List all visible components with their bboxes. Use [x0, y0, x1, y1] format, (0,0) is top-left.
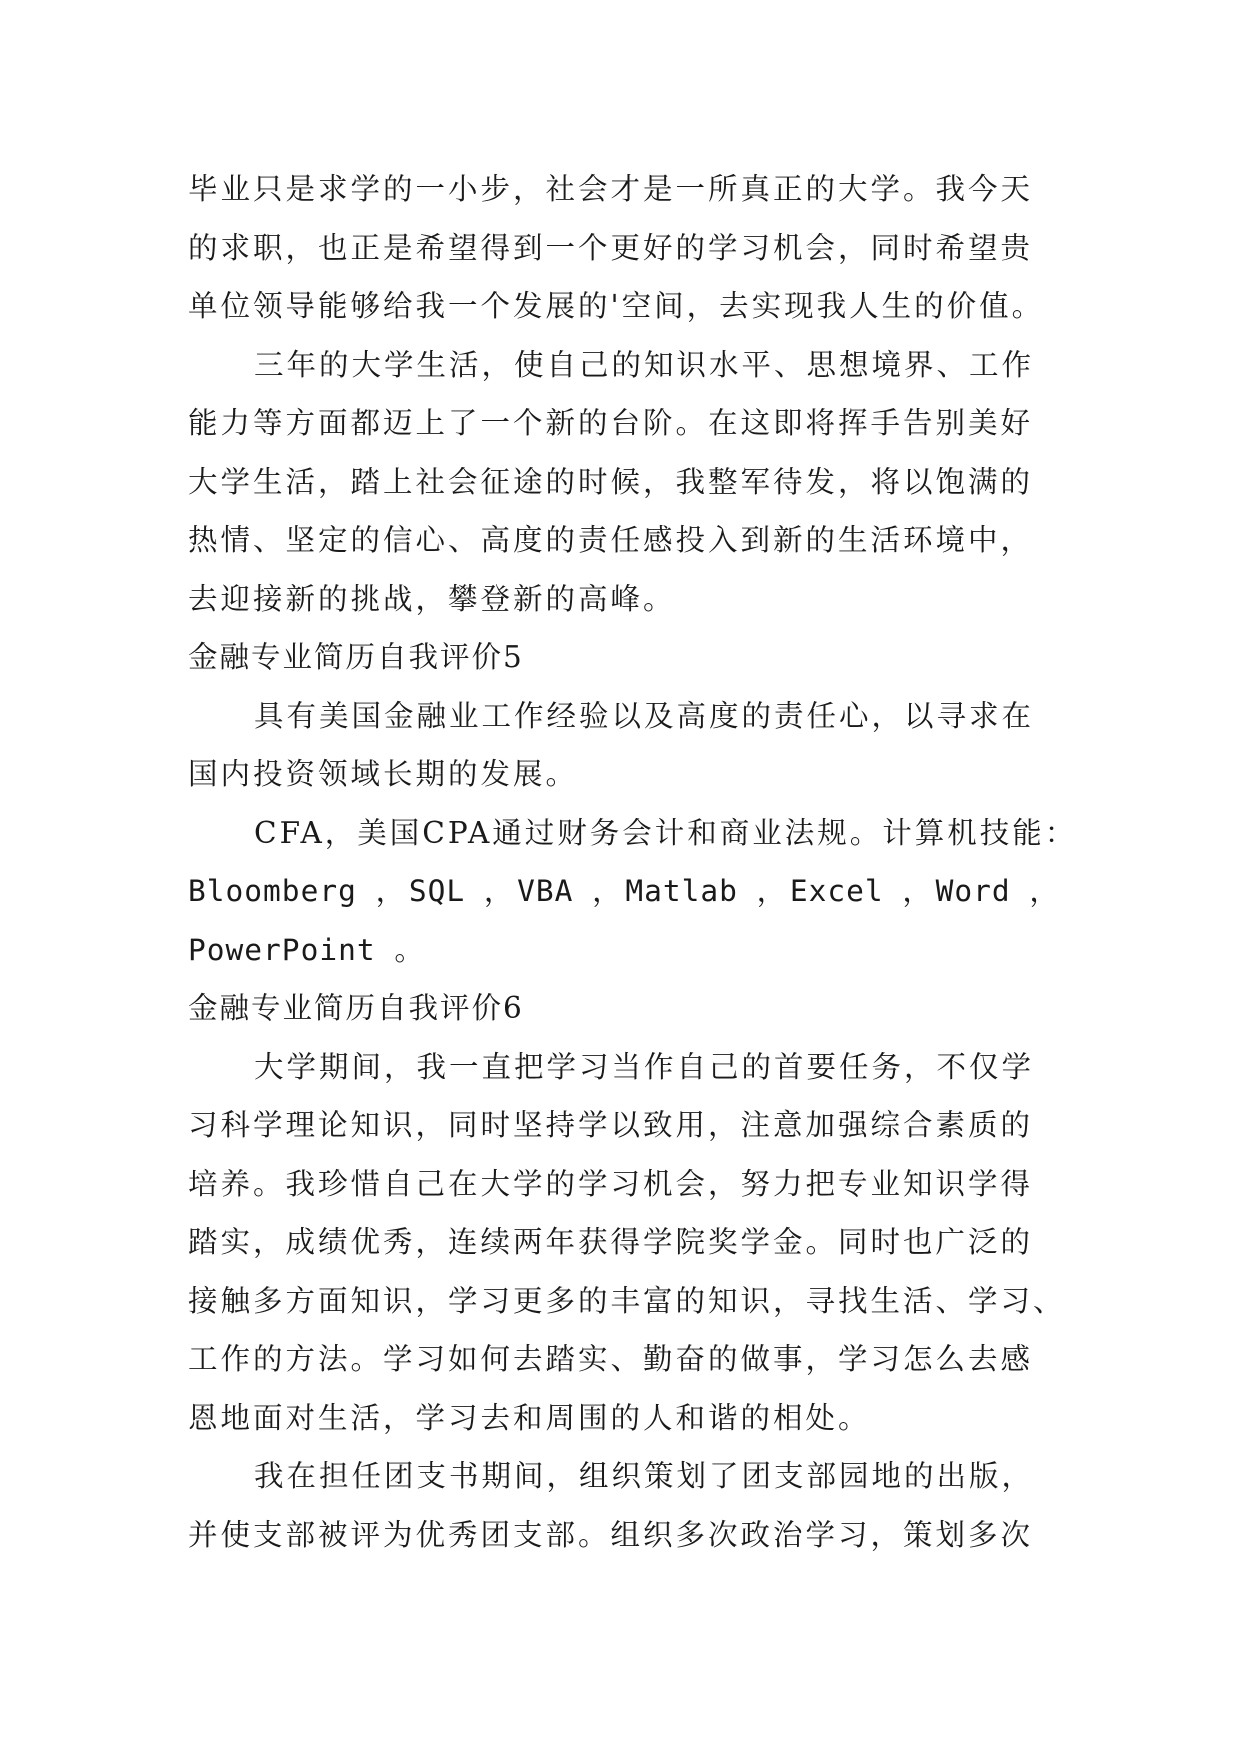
- paragraph-line: 去迎接新的挑战，攀登新的高峰。: [188, 581, 676, 616]
- paragraph-line: 踏实，成绩优秀，连续两年获得学院奖学金。同时也广泛的: [188, 1225, 1034, 1259]
- section-heading: 金融专业简历自我评价6: [188, 991, 524, 1025]
- skills-line: [188, 862, 1060, 921]
- paragraph-line: 热情、坚定的信心、高度的责任感投入到新的生活环境中，: [188, 523, 1034, 557]
- paragraph-line: CFA，美国CPA通过财务会计和商业法规。计算机技能：: [254, 815, 1078, 850]
- paragraph-line: 的求职，也正是希望得到一个更好的学习机会，同时希望贵: [188, 230, 1034, 265]
- paragraph-line: 大学生活，踏上社会征途的时候，我整军待发，将以饱满的: [188, 464, 1034, 499]
- paragraph-line: 国内投资领域长期的发展。: [188, 757, 579, 791]
- skill-item: SQL ，: [408, 874, 515, 908]
- paragraph-line: 毕业只是求学的一小步，社会才是一所真正的大学。我今天: [188, 172, 1034, 206]
- skill-item: Matlab ，: [625, 874, 788, 908]
- paragraph-line: PowerPoint 。: [188, 932, 425, 967]
- paragraph-line: 接触多方面知识，学习更多的丰富的知识，寻找生活、学习、: [188, 1283, 1066, 1318]
- paragraph-line: 我在担任团支书期间，组织策划了团支部园地的出版，: [254, 1459, 1035, 1493]
- paragraph-line: 能力等方面都迈上了一个新的台阶。在这即将挥手告别美好: [188, 406, 1034, 440]
- skill-item: Excel ，: [789, 874, 933, 908]
- paragraph-line: 培养。我珍惜自己在大学的学习机会，努力把专业知识学得: [188, 1166, 1034, 1201]
- paragraph-line: 工作的方法。学习如何去踏实、勤奋的做事，学习怎么去感: [188, 1342, 1034, 1376]
- paragraph-line: 并使支部被评为优秀团支部。组织多次政治学习，策划多次: [188, 1517, 1034, 1552]
- paragraph-line: 习科学理论知识，同时坚持学以致用，注意加强综合素质的: [188, 1108, 1034, 1142]
- section-heading: 金融专业简历自我评价5: [188, 640, 524, 674]
- document-body: [188, 160, 1078, 1564]
- skill-item: VBA ，: [517, 874, 623, 908]
- paragraph-line: 三年的大学生活，使自己的知识水平、思想境界、工作: [254, 347, 1035, 382]
- paragraph-line: 恩地面对生活，学习去和周围的人和谐的相处。: [188, 1400, 871, 1435]
- skill-item: Bloomberg ，: [188, 874, 407, 908]
- paragraph-line: 大学期间，我一直把学习当作自己的首要任务，不仅学: [254, 1049, 1035, 1084]
- skill-item: Word ，: [935, 874, 1060, 908]
- paragraph-line: 单位领导能够给我一个发展的'空间，去实现我人生的价值。: [188, 289, 1045, 323]
- paragraph-line: 具有美国金融业工作经验以及高度的责任心，以寻求在: [254, 698, 1035, 733]
